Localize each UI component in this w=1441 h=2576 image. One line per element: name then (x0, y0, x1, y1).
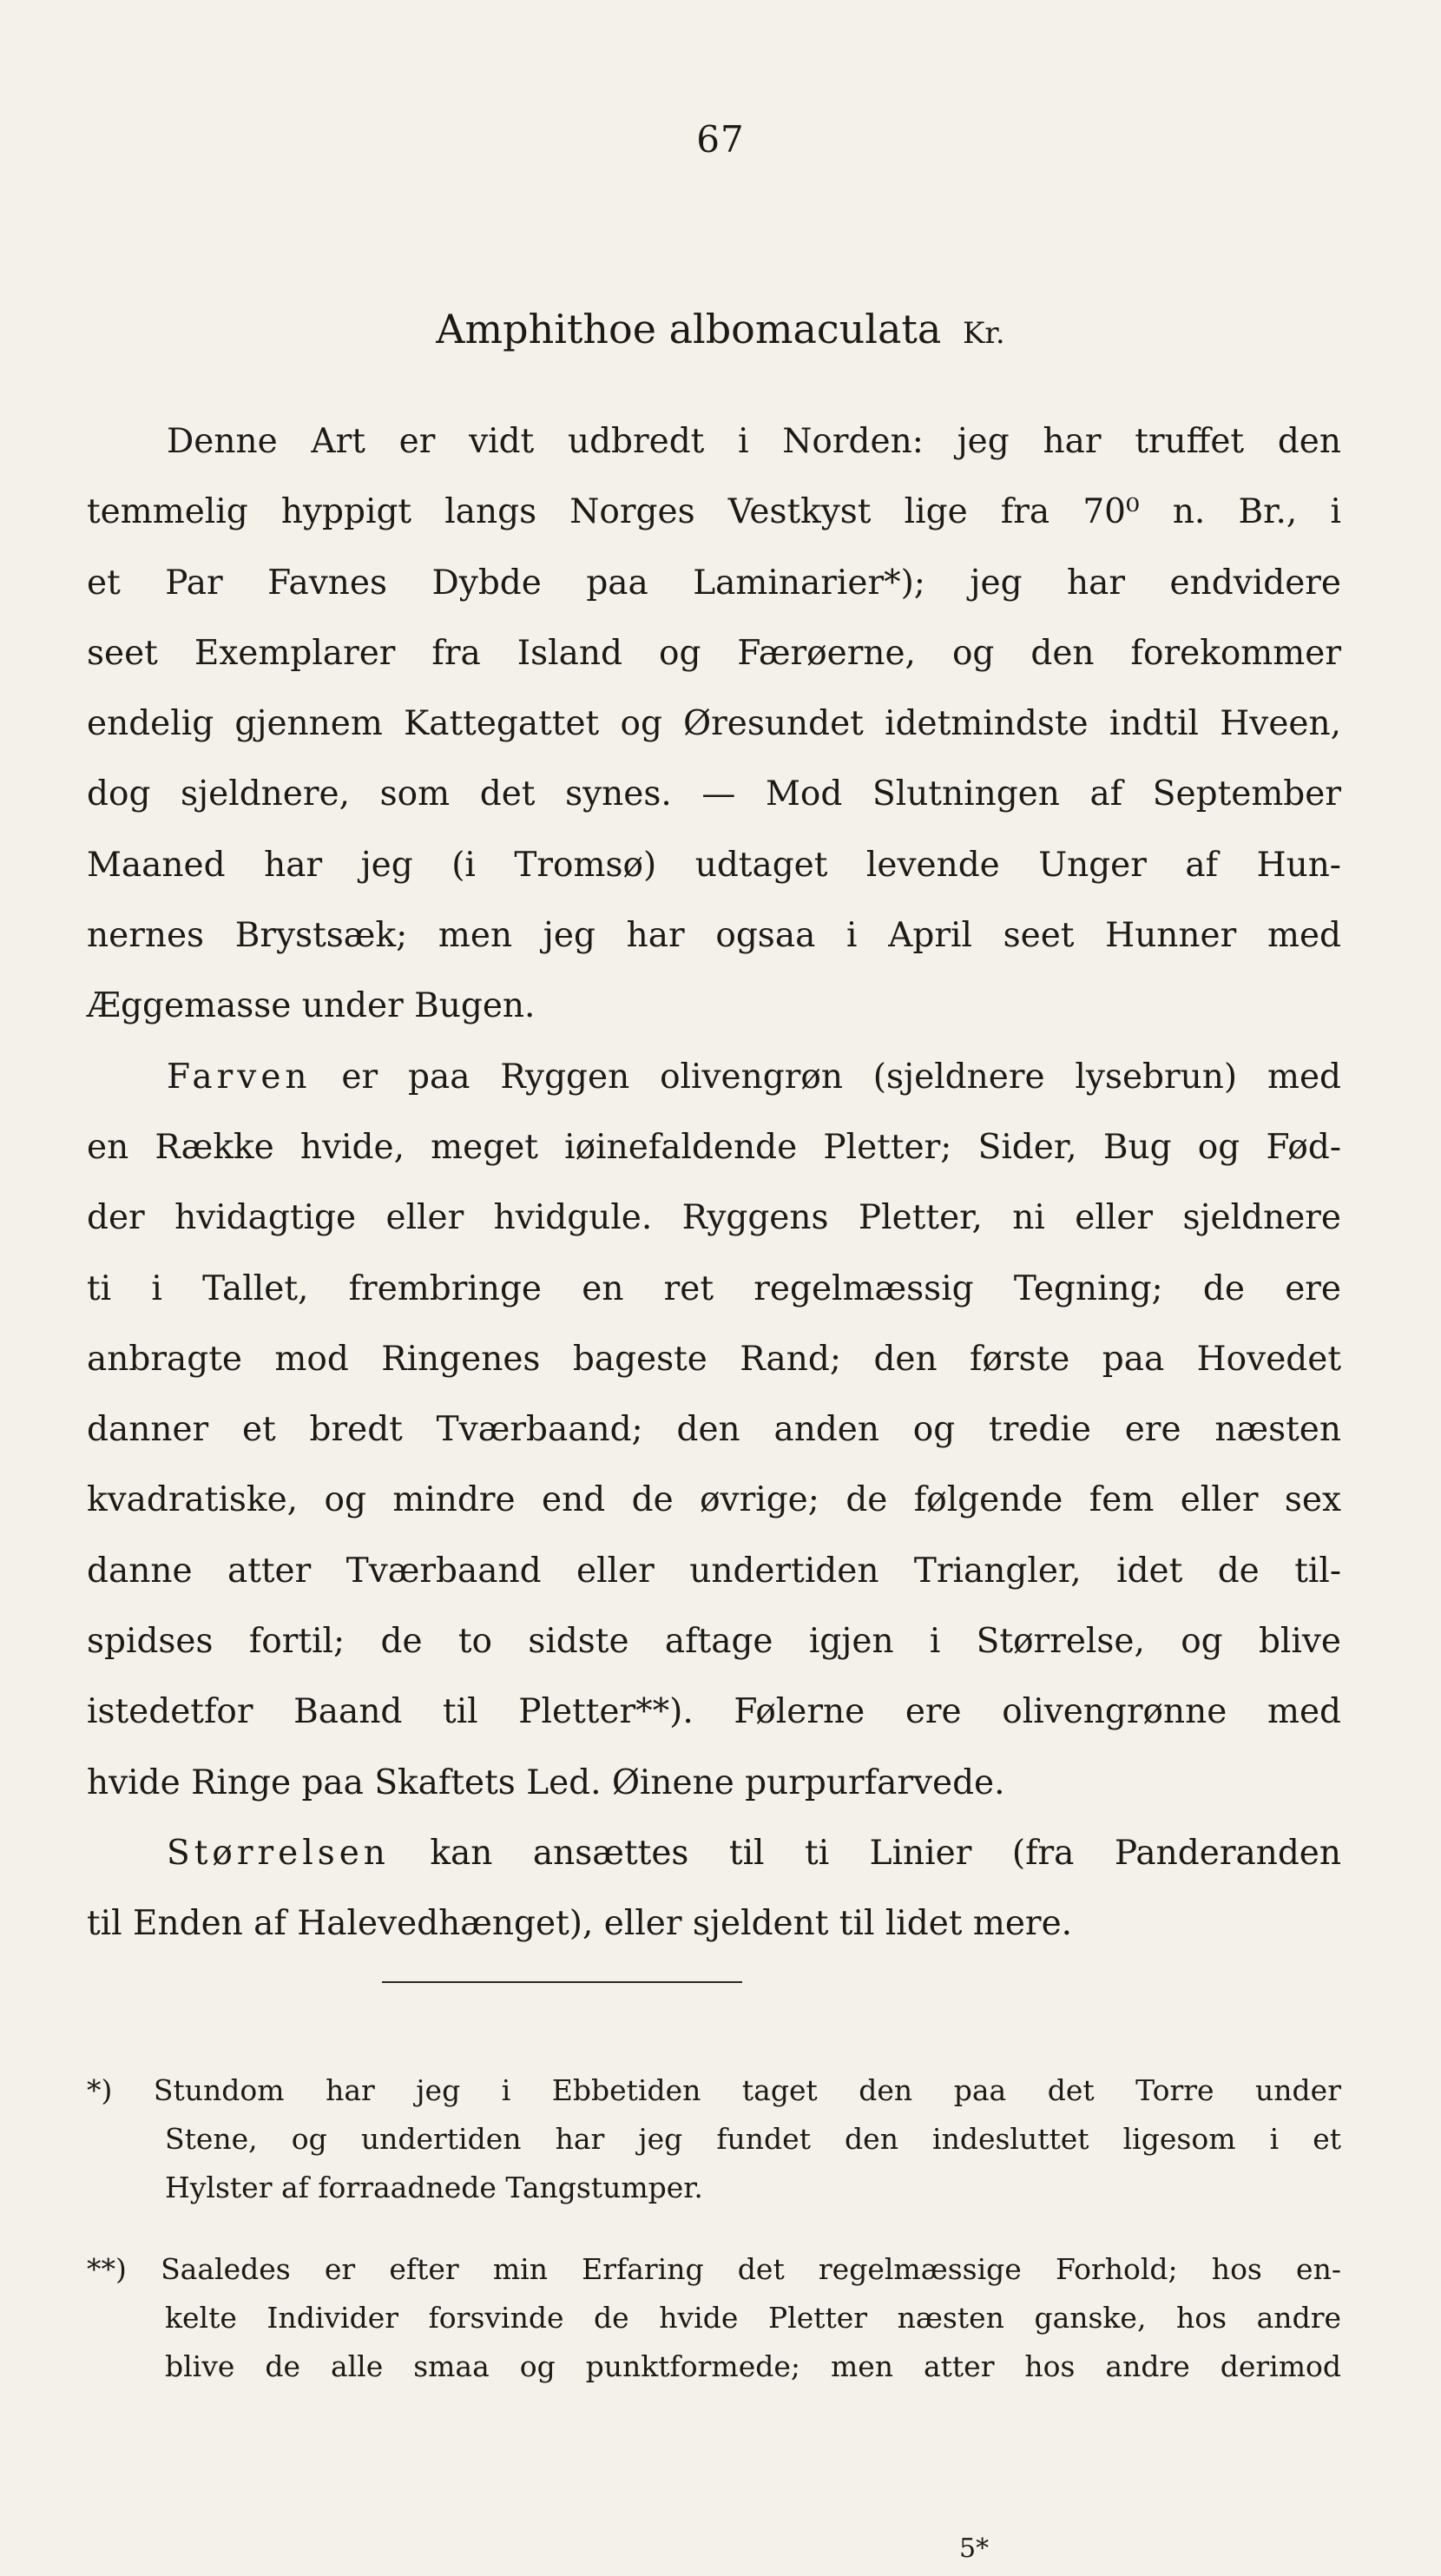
lead-word: Størrelsen (167, 1833, 390, 1873)
species-author: Kr. (962, 316, 1005, 351)
species-name: Amphithoe albomaculata (436, 306, 942, 352)
footnote-marker: *) (87, 2073, 113, 2107)
body-text (87, 406, 1341, 1960)
text-line: Denne Art er vidt udbredt i Norden: jeg har truffet den (167, 422, 1341, 461)
text-line (87, 1818, 1341, 1888)
text-line: seet Exemplarer fra Island og Færøerne, og den forekommer (87, 633, 1341, 673)
footnote-line: Hylster af forraadnede Tangstumper. (165, 2171, 703, 2204)
text-line: istedetfor Baand til Pletter**). Følerne ere olivengrønne med (87, 1692, 1341, 1732)
footnote-divider (382, 1981, 742, 1983)
text-line (87, 1042, 1341, 1112)
text-line: en Række hvide, meget iøinefaldende Pletter; Sider, Bug og Fød- (87, 1127, 1341, 1167)
text-line: nernes Brystsæk; men jeg har ogsaa i April seet Hunner med (87, 916, 1341, 956)
text-line-rest: er paa Ryggen olivengrøn (sjeldnere lysebrun) med (311, 1057, 1341, 1097)
text-line: et Par Favnes Dybde paa Laminarier*); jeg har endvidere (87, 563, 1341, 603)
text-line: temmelig hyppigt langs Norges Vestkyst lige fra 70⁰ n. Br., i (87, 492, 1341, 532)
text-line: hvide Ringe paa Skaftets Led. Øinene purpurfarvede. (87, 1762, 1005, 1802)
footnote-text: Saaledes er efter min Erfaring det regelmæssige Forhold; hos en- (161, 2252, 1341, 2286)
text-line: Æggemasse under Bugen. (87, 986, 536, 1026)
footnote-marker: **) (87, 2252, 127, 2286)
lead-word: Farven (167, 1057, 312, 1097)
text-line: endelig gjennem Kattegattet og Øresundet idetmindste indtil Hveen, (87, 704, 1341, 744)
text-line: kvadratiske, og mindre end de øvrige; de følgende fem eller sex (87, 1480, 1341, 1520)
text-line-rest: kan ansættes til ti Linier (fra Panderanden (389, 1833, 1341, 1873)
text-line: ti i Tallet, frembringe en ret regelmæssig Tegning; de ere (87, 1268, 1341, 1308)
footnote-text: Stundom har jeg i Ebbetiden taget den paa det Torre under (153, 2073, 1341, 2107)
text-line: danne atter Tværbaand eller undertiden Triangler, idet de til- (87, 1551, 1341, 1591)
footnote-line: Stene, og undertiden har jeg fundet den indesluttet ligesom i et (165, 2122, 1341, 2156)
text-line: der hvidagtige eller hvidgule. Ryggens Pletter, ni eller sjeldnere (87, 1198, 1341, 1238)
text-line: anbragte mod Ringenes bageste Rand; den første paa Hovedet (87, 1339, 1341, 1379)
text-line: danner et bredt Tværbaand; den anden og tredie ere næsten (87, 1410, 1341, 1450)
text-line: til Enden af Halevedhænget), eller sjeldent til lidet mere. (87, 1904, 1073, 1944)
footnote-line (87, 2245, 1341, 2294)
text-line: Maaned har jeg (i Tromsø) udtaget levende Unger af Hun- (87, 845, 1341, 885)
footnote-line: blive de alle smaa og punktformede; men atter hos andre derimod (165, 2349, 1341, 2383)
text-line: spidses fortil; de to sidste aftage igjen i Størrelse, og blive (87, 1622, 1341, 1662)
footnote-line: kelte Individer forsvinde de hvide Pletter næsten ganske, hos andre (165, 2301, 1341, 2335)
article-title (0, 306, 1441, 352)
page-number: 67 (696, 118, 745, 161)
signature-mark: 5* (959, 2533, 990, 2564)
footnote-line (87, 2066, 1341, 2115)
footnotes (87, 2066, 1341, 2391)
text-line: dog sjeldnere, som det synes. — Mod Slutningen af September (87, 774, 1341, 814)
